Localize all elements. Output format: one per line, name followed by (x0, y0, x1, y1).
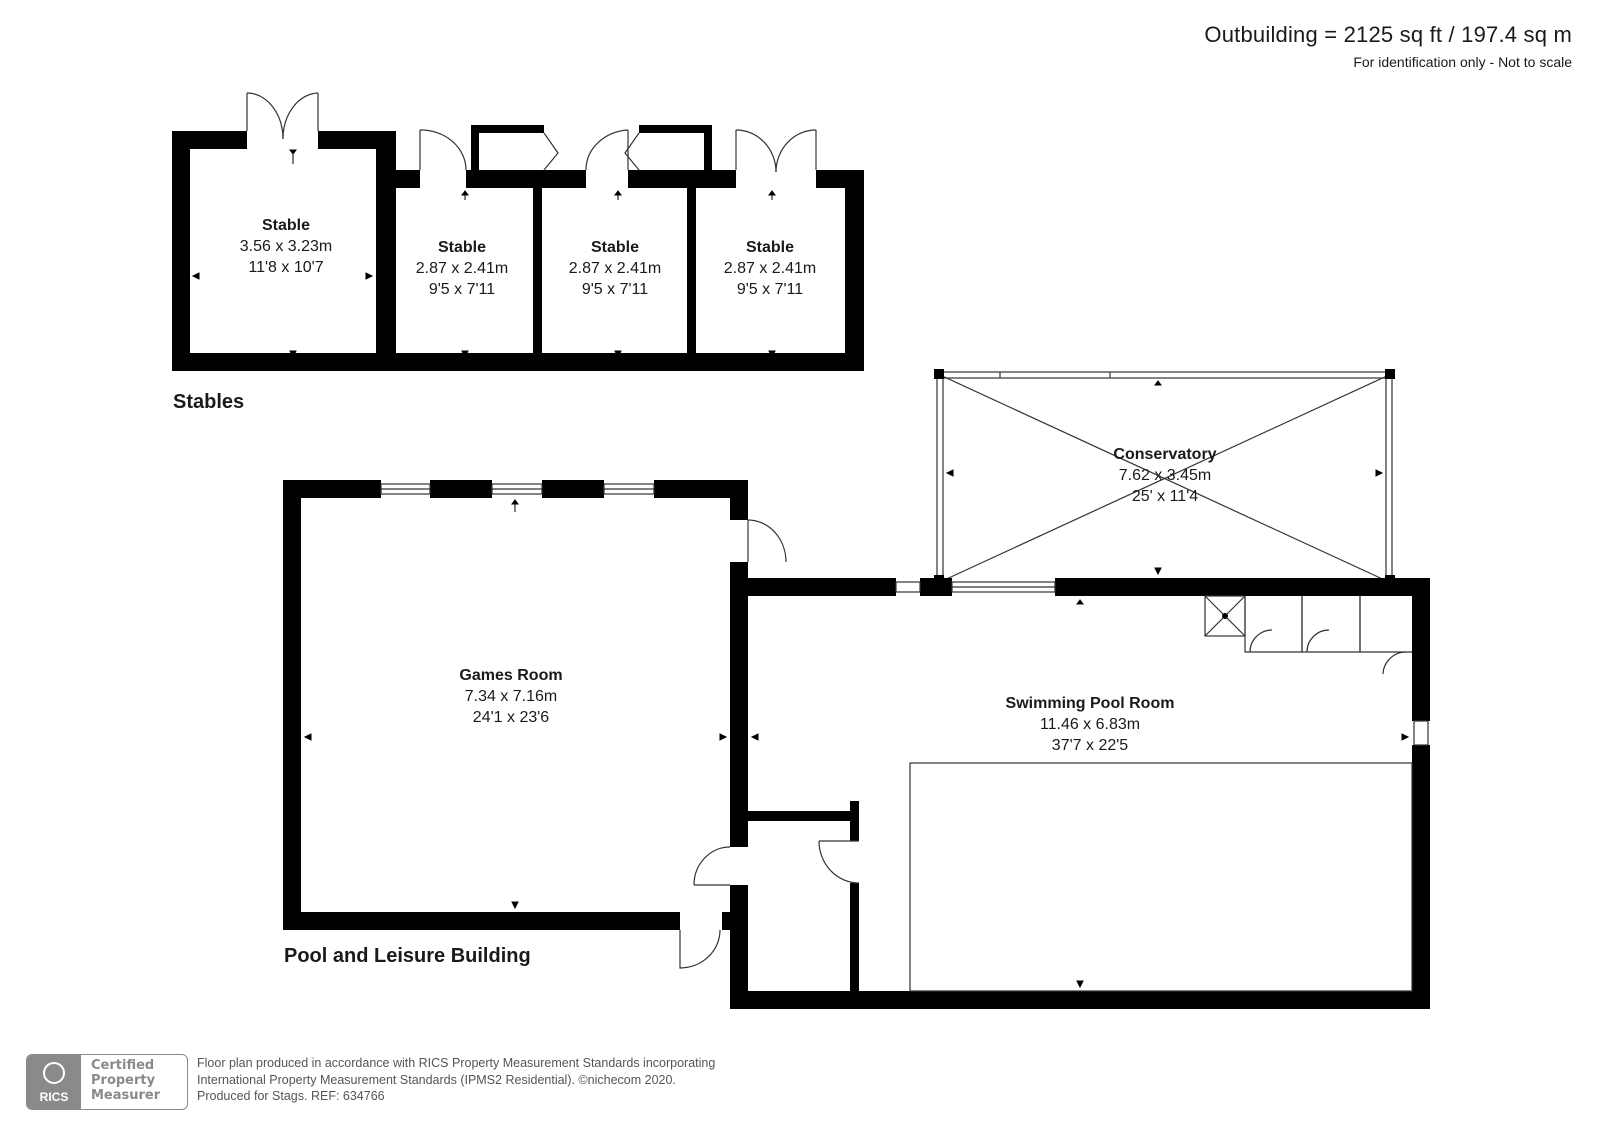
badge-certification (91, 1058, 160, 1103)
room-label-conservatory (1113, 444, 1216, 507)
room-imperial: 11'8 x 10'7 (248, 259, 324, 276)
section-label-pool-building: Pool and Leisure Building (284, 945, 531, 967)
badge-line: Property (91, 1073, 156, 1088)
room-metric: 7.34 x 7.16m (464, 688, 558, 705)
room-label-stable-1 (240, 215, 333, 278)
room-label-stable-2 (416, 237, 509, 300)
room-metric: 2.87 x 2.41m (723, 260, 817, 277)
room-imperial: 37'7 x 22'5 (1051, 737, 1129, 754)
room-imperial: 9'5 x 7'11 (581, 281, 649, 298)
room-metric: 3.56 x 3.23m (239, 238, 333, 255)
room-label-swimming-pool-room (1006, 693, 1175, 756)
area-summary: Outbuilding = 2125 sq ft / 197.4 sq m (1204, 22, 1572, 47)
rics-logo-text: RICS (39, 1090, 69, 1104)
rics-logo (27, 1055, 81, 1109)
scale-note: For identification only - Not to scale (1353, 54, 1572, 70)
room-metric: 2.87 x 2.41m (415, 260, 509, 277)
footer-line: Produced for Stags. REF: 634766 (197, 1089, 385, 1103)
room-name: Stable (437, 239, 486, 256)
room-name: Swimming Pool Room (1005, 695, 1175, 712)
room-name: Stable (745, 239, 794, 256)
room-metric: 11.46 x 6.83m (1039, 716, 1141, 733)
footer-disclaimer (197, 1055, 715, 1105)
room-label-stable-3 (569, 237, 662, 300)
badge-line: Certified (91, 1058, 155, 1073)
room-metric: 7.62 x 3.45m (1118, 467, 1212, 484)
room-name: Games Room (459, 667, 563, 684)
room-imperial: 25' x 11'4 (1131, 488, 1199, 505)
rics-badge (26, 1054, 188, 1110)
room-imperial: 9'5 x 7'11 (428, 281, 496, 298)
room-label-games-room (459, 665, 562, 728)
badge-line: Measurer (91, 1088, 161, 1103)
room-name: Stable (261, 217, 310, 234)
footer-line: Floor plan produced in accordance with RICS Property Measurement Standards incorporating (197, 1056, 716, 1070)
room-metric: 2.87 x 2.41m (568, 260, 662, 277)
footer-line: International Property Measurement Standards (IPMS2 Residential). ©nichecom 2020. (197, 1072, 676, 1087)
room-imperial: 9'5 x 7'11 (736, 281, 804, 298)
room-imperial: 24'1 x 23'6 (472, 709, 550, 726)
rics-crest-icon (43, 1062, 65, 1084)
room-name: Stable (590, 239, 639, 256)
pool-building-walls (283, 480, 1430, 1009)
section-label-stables: Stables (173, 391, 245, 413)
room-label-stable-4 (724, 237, 817, 300)
room-name: Conservatory (1113, 446, 1217, 463)
